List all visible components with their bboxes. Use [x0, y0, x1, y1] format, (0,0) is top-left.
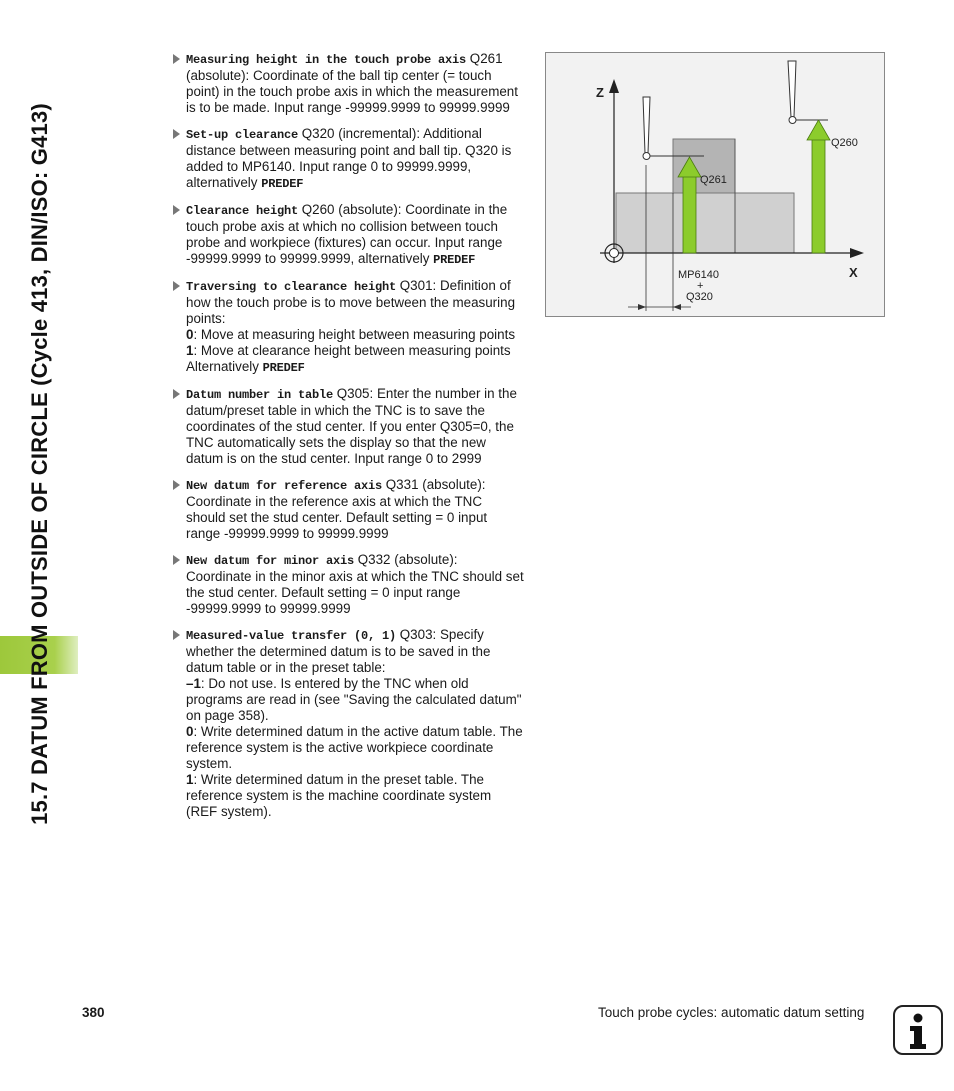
option-text: : Write determined datum in the active datum table. The reference system is the active workpiece coordinate system.: [186, 724, 523, 771]
option-text: : Do not use. Is entered by the TNC when old programs are read in (see "Saving the calculated datum" on page 358).: [186, 676, 522, 723]
q261-arrow-shaft: [683, 176, 696, 253]
option-line: [186, 676, 524, 724]
param-keyword: Measured-value transfer (0, 1): [186, 629, 397, 643]
predef-keyword: PREDEF: [261, 177, 304, 191]
plus-label: +: [697, 280, 704, 292]
option-text: : Write determined datum in the preset table. The reference system is the machine coordinate system (REF system).: [186, 772, 492, 819]
predef-keyword: PREDEF: [433, 253, 476, 267]
bullet-arrow-icon: [173, 54, 180, 64]
bullet-arrow-icon: [173, 555, 180, 565]
x-axis-arrowhead: [850, 248, 864, 258]
bullet-arrow-icon: [173, 281, 180, 291]
param-q331: [172, 477, 524, 542]
touch-probe-right-icon: [788, 61, 796, 117]
probe-ball-left: [643, 153, 650, 160]
q260-arrow-shaft: [812, 139, 825, 253]
predef-keyword: PREDEF: [262, 361, 305, 375]
alternative-text: Alternatively: [186, 359, 263, 374]
param-text: Q331 (absolute): Coordinate in the reference axis at which the TNC should set the stud center. Default setting = 0 input range -99999.9999 to 99999.9999: [186, 477, 488, 541]
chapter-side-title: 15.7 DATUM FROM OUTSIDE OF CIRCLE (Cycle 413, DIN/ISO: G413): [26, 103, 52, 825]
param-text: Q301: Definition of how the touch probe is to move between the measuring points:: [186, 278, 516, 326]
probe-diagram: [545, 52, 885, 317]
bullet-arrow-icon: [173, 129, 180, 139]
bullet-arrow-icon: [173, 389, 180, 399]
datum-symbol-inner: [610, 249, 619, 258]
running-footer-title: Touch probe cycles: automatic datum setting: [598, 1005, 865, 1020]
param-text: Q320 (incremental): Additional distance between measuring point and ball tip. Q320 is added to MP6140. Input range 0 to 99999.9999, alternatively: [186, 126, 512, 190]
q260-label: Q260: [831, 137, 858, 149]
info-icon: [893, 1005, 943, 1055]
param-q332: [172, 552, 524, 617]
option-text: : Move at clearance height between measuring points: [193, 343, 511, 358]
q261-label: Q261: [700, 174, 727, 186]
param-keyword: Set-up clearance: [186, 128, 299, 142]
workpiece-block: [616, 193, 794, 253]
param-keyword: New datum for reference axis: [186, 479, 383, 493]
axis-z-label: Z: [596, 85, 604, 100]
info-dot: [914, 1014, 923, 1023]
param-text: Q261 (absolute): Coordinate of the ball tip center (= touch point) in the touch probe axis in which the measurement is to be made. Input range -99999.9999 to 99999.9999: [186, 51, 518, 115]
param-keyword: New datum for minor axis: [186, 554, 355, 568]
option-line: [186, 772, 524, 820]
param-q260: [172, 202, 524, 268]
q260-arrow-head: [807, 120, 830, 140]
option-key: 0: [186, 724, 194, 739]
option-key: 1: [186, 343, 194, 358]
option-text: : Move at measuring height between measuring points: [193, 327, 516, 342]
alternative-line: [186, 359, 524, 376]
dim-arrow-left: [638, 304, 646, 310]
param-keyword: Traversing to clearance height: [186, 280, 397, 294]
bullet-arrow-icon: [173, 205, 180, 215]
page-number: 380: [82, 1005, 105, 1020]
param-text: Q305: Enter the number in the datum/preset table in which the TNC is to save the coordinates of the stud center. If you enter Q305=0, the TNC automatically sets the display so that the new datum is on the stud center. Input range 0 to 2999: [186, 386, 517, 466]
mp6140-label: MP6140: [678, 269, 719, 281]
axis-x-label: X: [849, 265, 858, 280]
param-q303: [172, 627, 524, 820]
z-axis-arrowhead: [609, 79, 619, 93]
param-q305: [172, 386, 524, 467]
param-keyword: Clearance height: [186, 204, 299, 218]
param-keyword: Measuring height in the touch probe axis: [186, 53, 467, 67]
param-q301: [172, 278, 524, 376]
param-text: Q260 (absolute): Coordinate in the touch probe axis at which no collision between touch probe and workpiece (fixtures) can occur. Input range -99999.9999 to 99999.9999, alternatively: [186, 202, 508, 266]
param-text: Q303: Specify whether the determined datum is to be saved in the datum table or in the preset table:: [186, 627, 491, 675]
option-line: [186, 343, 524, 359]
dim-arrow-right: [673, 304, 681, 310]
param-q320: [172, 126, 524, 192]
option-key: –1: [186, 676, 201, 691]
option-line: [186, 327, 524, 343]
info-stem: [910, 1026, 926, 1049]
param-q261: [172, 51, 524, 116]
param-text: Q332 (absolute): Coordinate in the minor axis at which the TNC should set the stud center. Default setting = 0 input range -99999.9999 to 99999.9999: [186, 552, 524, 616]
bullet-arrow-icon: [173, 480, 180, 490]
option-key: 1: [186, 772, 194, 787]
option-key: 0: [186, 327, 194, 342]
param-keyword: Datum number in table: [186, 388, 334, 402]
bullet-arrow-icon: [173, 630, 180, 640]
probe-ball-right: [789, 117, 796, 124]
touch-probe-left-icon: [643, 97, 650, 153]
option-line: [186, 724, 524, 772]
q320-label: Q320: [686, 291, 713, 303]
parameter-list: [172, 51, 524, 830]
